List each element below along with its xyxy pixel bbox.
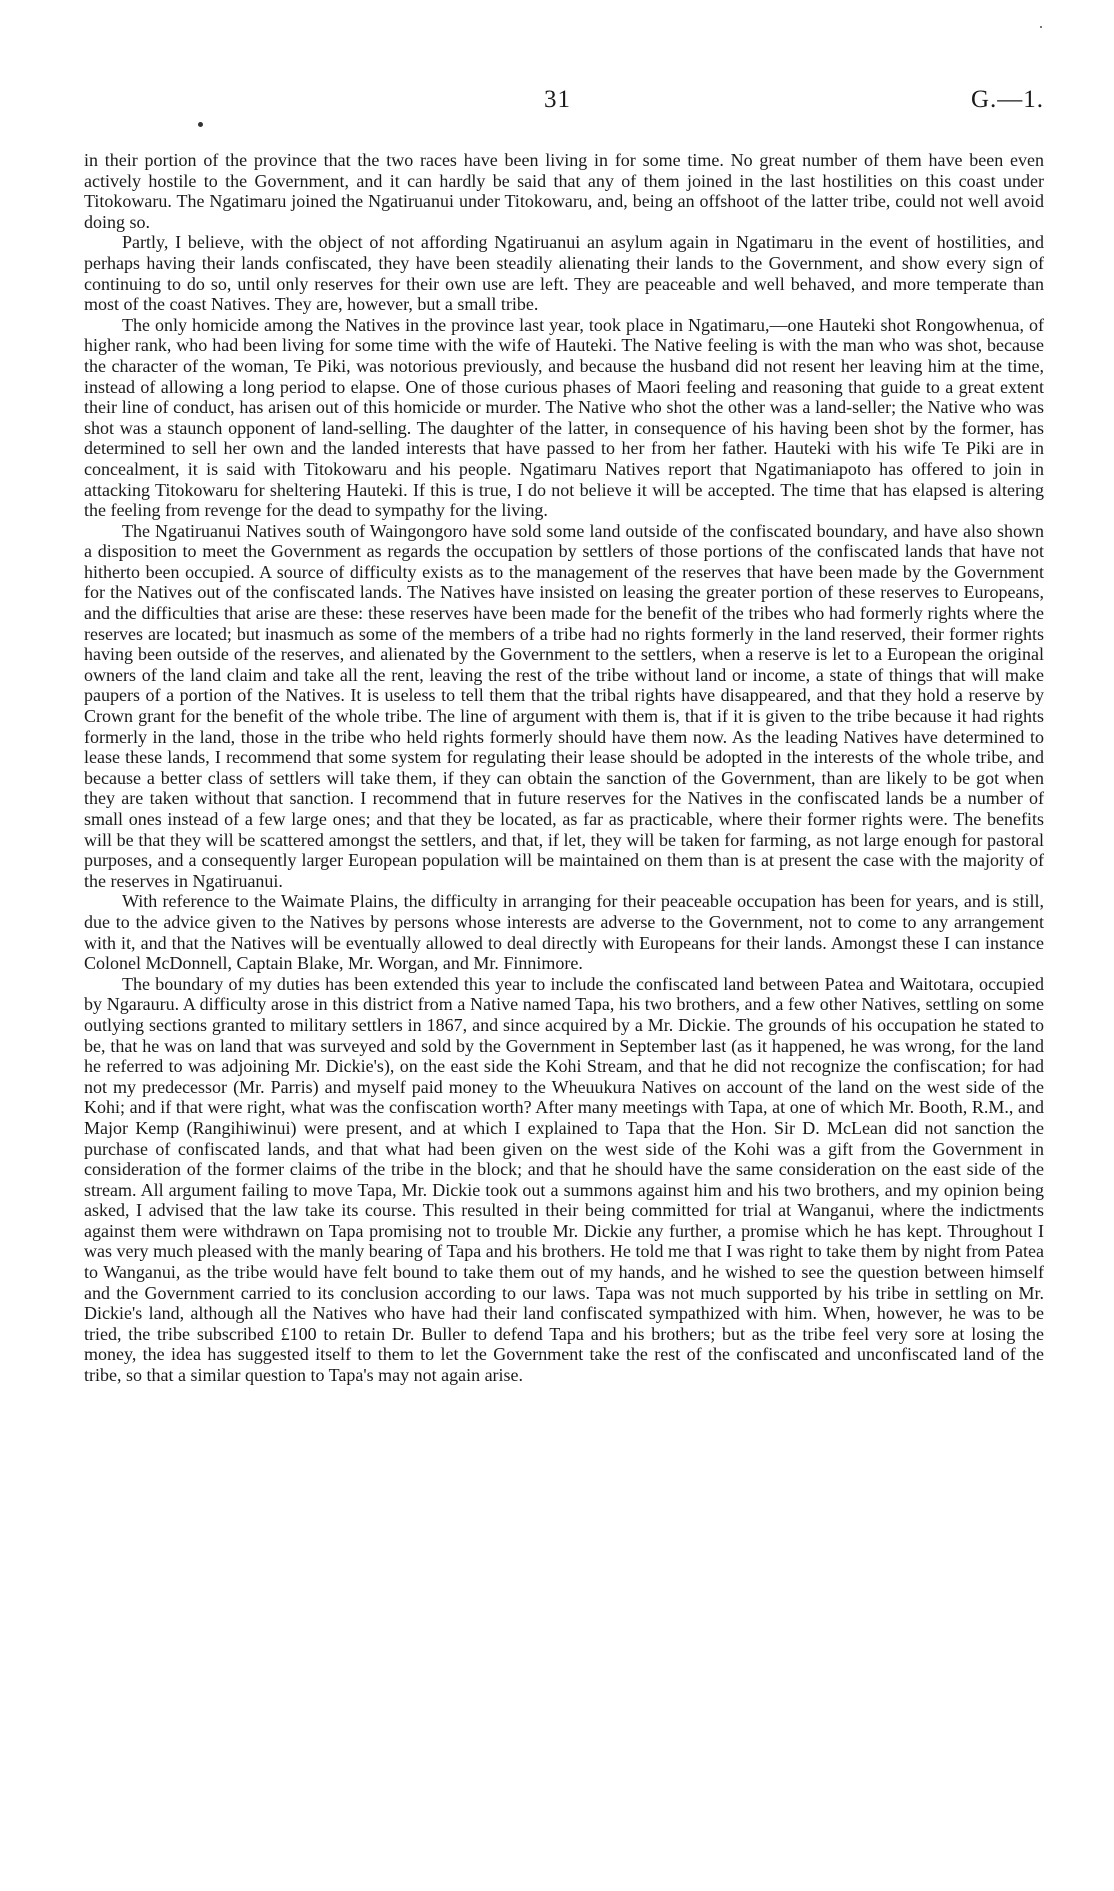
paragraph-5: With reference to the Waimate Plains, the difficulty in arranging for their peaceable occupation has been for years, and is still, due to the advice given to the Natives by persons whose interests are adverse to the Government, not to come to any arrangement with it, and that the Natives will be eventually allowed to deal directly with Europeans for their lands. Amongst these I can instance Colonel McDonnell, Captain Blake, Mr. Worgan, and Mr. Finnimore. [84,891,1044,974]
paragraph-1: in their portion of the province that the two races have been living in for some time. No great number of them have been even actively hostile to the Government, and it can hardly be said that any of them joined in the last hostilities on this coast under Titokowaru. The Ngatimaru joined the Ngatiruanui under Titokowaru, and, being an offshoot of the latter tribe, could not well avoid doing so. [84,150,1044,232]
paragraph-2: Partly, I believe, with the object of not affording Ngatiruanui an asylum again in Ngatimaru in the event of hostilities, and perhaps having their lands confiscated, they have been steadily alienating their lands to the Government, and show every sign of continuing to do so, until only reserves for their own use are left. They are peaceable and well behaved, and more temperate than most of the coast Natives. They are, however, but a small tribe. [84,232,1044,315]
corner-mark [1040,26,1042,28]
document-reference: G.—1. [970,86,1044,113]
paragraph-3: The only homicide among the Natives in the province last year, took place in Ngatimaru,—one Hauteki shot Rongowhenua, of higher rank, who had been living for some time with the wife of Hauteki. The Native feeling is with the man who was shot, because the character of the woman, Te Piki, was notorious previously, and because the husband did not resent her leaving him at the time, instead of allowing a long period to elapse. One of those curious phases of Maori feeling and reasoning that guide to a great extent their line of conduct, has arisen out of this homicide or murder. The Native who shot the other was a land-seller; the Native who was shot was a staunch opponent of land-selling. The daughter of the latter, in consequence of his having been shot by the former, has determined to sell her own and the landed interests that have passed to her from her father. Hauteki with his wife Te Piki are in concealment, it is said with Titokowaru and his people. Ngatimaru Natives report that Ngatimaniapoto has offered to join in attacking Titokowaru for sheltering Hauteki. If this is true, I do not believe it will be accepted. The time that has elapsed is altering the feeling from revenge for the dead to sympathy for the living. [84,314,1044,521]
body-text [84,150,1044,1386]
paragraph-6: The boundary of my duties has been extended this year to include the confiscated land between Patea and Waitotara, occupied by Ngarauru. A difficulty arose in this district from a Native named Tapa, his two brothers, and a few other Natives, settling on some outlying sections granted to military settlers in 1867, and since acquired by a Mr. Dickie. The grounds of his occupation he stated to be, that he was on land that was surveyed and sold by the Government in September last (as it happened, he was wrong, for the land he referred to was adjoining Mr. Dickie's), on the east side the Kohi Stream, and that he did not recognize the confiscation; for had not my predecessor (Mr. Parris) and myself paid money to the Wheuukura Natives on account of the land on the west side of the Kohi; and if that were right, what was the confiscation worth? After many meetings with Tapa, at one of which Mr. Booth, R.M., and Major Kemp (Rangihiwinui) were present, and at which I explained to Tapa that the Hon. Sir D. McLean did not sanction the purchase of confiscated lands, and that what had been given on the west side of the Kohi was a gift from the Government in consideration of the former claims of the tribe in the block; and that he should have the same consideration on the east side of the stream. All argument failing to move Tapa, Mr. Dickie took out a summons against him and his two brothers, and my opinion being asked, I advised that the law take its course. This resulted in their being committed for trial at Wanganui, where the indictments against them were withdrawn on Tapa promising not to trouble Mr. Dickie any further, a promise which he has kept. Throughout I was very much pleased with the manly bearing of Tapa and his brothers. He told me that I was right to take them by night from Patea to Wanganui, as the tribe would have felt bound to take them out of my hands, and he wished to see the question between himself and the Government carried to its conclusion according to our laws. Tapa was not much supported by his tribe in settling on Mr. Dickie's land, although all the Natives who have had their land confiscated sympathized with him. When, however, he was to be tried, the tribe subscribed £100 to retain Dr. Buller to defend Tapa and his brothers; but as the tribe feel very sore at losing the money, the idea has suggested itself to them to let the Government take the rest of the confiscated and unconfiscated land of the tribe, so that a similar question to Tapa's may not again arise. [84,973,1044,1386]
print-speck [198,122,203,127]
page-header [84,86,1044,122]
page-number: 31 [544,86,571,113]
paragraph-4: The Ngatiruanui Natives south of Waingongoro have sold some land outside of the confiscated boundary, and have also shown a disposition to meet the Government as regards the occupation by settlers of those portions of the confiscated lands that have not hitherto been occupied. A source of difficulty exists as to the management of the reserves that have been made by the Government for the Natives out of the confiscated lands. The Natives have insisted on leasing the greater portion of these reserves to Europeans, and the difficulties that arise are these: these reserves have been made for the benefit of the tribes who had formerly rights where the reserves are located; but inasmuch as some of the members of a tribe had no rights formerly in the land reserved, their former rights having been outside of the reserves, and alienated by the Government to the settlers, when a reserve is let to a European the original owners of the land claim and take all the rent, leaving the rest of the tribe without land or income, a state of things that will make paupers of a portion of the Natives. It is useless to tell them that the tribal rights have disappeared, and that they hold a reserve by Crown grant for the benefit of the whole tribe. The line of argument with them is, that if it is given to the tribe because it had rights formerly in the land, those in the tribe who held rights formerly should have them now. As the leading Natives have determined to lease these lands, I recommend that some system for regulating their lease should be adopted in the interests of the whole tribe, and because a better class of settlers will take them, if they can obtain the sanction of the Government, than are likely to be got when they are taken without that sanction. I recommend that in future reserves for the Natives in the confiscated lands be a number of small ones instead of a few large ones; and that they be located, as far as practicable, where their former rights were. The benefits will be that they will be scattered amongst the settlers, and that, if let, they will be taken for farming, as not large enough for pastoral purposes, and a consequently larger European population will be maintained on them than is at present the case with the majority of the reserves in Ngatiruanui. [84,520,1044,891]
document-page [84,86,1044,1386]
